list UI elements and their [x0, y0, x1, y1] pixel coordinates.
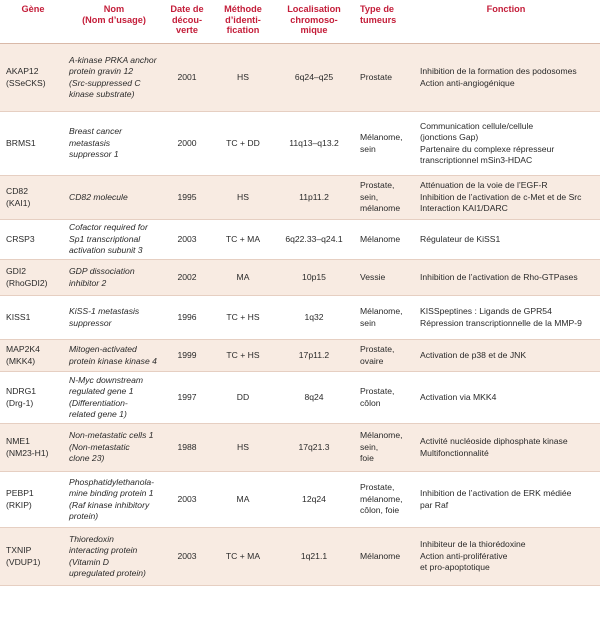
- cell-fonction: [412, 260, 600, 296]
- cell-methode: [212, 472, 274, 528]
- cell-fonction: [412, 220, 600, 260]
- table-row: [0, 260, 600, 296]
- cell-nom: [66, 528, 162, 586]
- cell-gene-line: (RhoGDI2): [6, 277, 48, 288]
- cell-nom-line: N-Myc downstream: [69, 374, 144, 385]
- header-line: Gène: [21, 4, 45, 14]
- cell-nom-line: activation subunit 3: [69, 245, 143, 256]
- cell-gene-line: KISS1: [6, 311, 31, 322]
- cell-nom-line: (Non-metastatic: [69, 441, 130, 452]
- cell-fonction-line: Inhibition de l’activation de c-Met et de Src: [420, 191, 582, 202]
- cell-localisation: [274, 44, 354, 112]
- cell-tumeurs-line: foie: [360, 453, 374, 464]
- cell-tumeurs-line: côlon: [360, 397, 381, 408]
- cell-fonction: [412, 112, 600, 176]
- cell-gene-line: PEBP1: [6, 488, 34, 498]
- cell-tumeurs-line: Mélanome,: [360, 430, 403, 441]
- cell-tumeurs-line: Prostate,: [360, 344, 395, 354]
- cell-nom-line: kinase substrate): [69, 89, 135, 99]
- cell-fonction: [412, 424, 600, 472]
- cell-methode: [212, 260, 274, 296]
- cell-methode: [212, 528, 274, 586]
- cell-gene: [0, 260, 66, 296]
- cell-fonction-line: Répression transcriptionnelle de la MMP-9: [420, 317, 582, 328]
- cell-tumeurs-line: côlon, foie: [360, 505, 400, 516]
- cell-localisation-line: 8q24: [304, 391, 324, 402]
- cell-gene-line: CRSP3: [6, 233, 35, 244]
- cell-fonction-line: Action anti-angiogénique: [420, 77, 515, 88]
- cell-gene-line: MAP2K4: [6, 344, 40, 354]
- cell-fonction: [412, 44, 600, 112]
- table-row: [0, 424, 600, 472]
- header-line: (Nom d’usage): [82, 14, 146, 25]
- cell-tumeurs: [354, 472, 412, 528]
- cell-nom-line: suppressor 1: [69, 149, 119, 160]
- cell-gene: [0, 176, 66, 220]
- cell-localisation: [274, 260, 354, 296]
- cell-nom-line: protein): [69, 511, 99, 521]
- cell-nom-line: mine binding protein 1: [69, 488, 154, 498]
- cell-gene-line: (SSeCKS): [6, 77, 46, 88]
- table-row: [0, 112, 600, 176]
- cell-nom-line: Breast cancer: [69, 126, 123, 137]
- cell-tumeurs: [354, 372, 412, 424]
- header-tumeurs: [354, 0, 412, 44]
- cell-localisation: [274, 528, 354, 586]
- cell-nom-line: clone 23): [69, 453, 105, 464]
- cell-methode-line: HS: [237, 191, 249, 202]
- cell-localisation-line: 6q24–q25: [294, 71, 334, 82]
- cell-nom: [66, 424, 162, 472]
- cell-gene-line: BRMS1: [6, 137, 36, 148]
- cell-nom-line: Sp1 transcriptional: [69, 233, 141, 244]
- header-gene: [0, 0, 66, 44]
- cell-gene-line: (RKIP): [6, 499, 32, 510]
- header-row: [0, 0, 600, 44]
- cell-nom-line: (Vitamin D: [69, 556, 109, 567]
- table-body: [0, 44, 600, 586]
- cell-fonction-line: Activité nucléoside diphosphate kinase: [420, 436, 568, 446]
- cell-nom-line: KiSS-1 metastasis: [69, 306, 140, 316]
- cell-tumeurs-line: sein,: [360, 441, 379, 452]
- cell-methode: [212, 296, 274, 340]
- cell-date: [162, 296, 212, 340]
- cell-methode-line: HS: [237, 441, 249, 452]
- cell-fonction: [412, 528, 600, 586]
- cell-date: [162, 340, 212, 372]
- cell-nom: [66, 112, 162, 176]
- cell-nom: [66, 472, 162, 528]
- cell-tumeurs-line: ovaire: [360, 355, 384, 366]
- cell-fonction-line: Action anti-proliférative: [420, 550, 508, 561]
- cell-tumeurs-line: Mélanome: [360, 550, 401, 561]
- cell-localisation: [274, 220, 354, 260]
- cell-nom-line: Non-metastatic cells 1: [69, 430, 154, 441]
- cell-methode: [212, 44, 274, 112]
- cell-nom-line: protein gravin 12: [69, 66, 134, 76]
- cell-date-line: 2003: [177, 493, 197, 504]
- cell-fonction: [412, 176, 600, 220]
- table-row: [0, 472, 600, 528]
- cell-fonction-line: Partenaire du complexe répresseur: [420, 143, 555, 154]
- cell-gene-line: CD82: [6, 186, 28, 196]
- cell-fonction-line: Inhibiteur de la thiorédoxine: [420, 539, 526, 550]
- cell-tumeurs-line: Prostate,: [360, 482, 395, 493]
- cell-gene-line: (NM23-H1): [6, 447, 49, 458]
- cell-gene: [0, 112, 66, 176]
- cell-fonction-line: transcriptionnel mSin3-HDAC: [420, 155, 533, 165]
- table-row: [0, 528, 600, 586]
- cell-date: [162, 424, 212, 472]
- cell-nom-line: metastasis: [69, 137, 111, 148]
- cell-nom-line: Cofactor required for: [69, 222, 148, 233]
- cell-nom: [66, 176, 162, 220]
- header-line: Type de: [360, 4, 395, 14]
- cell-nom-line: GDP dissociation: [69, 266, 135, 276]
- cell-nom-line: Thioredoxin: [69, 533, 114, 544]
- cell-tumeurs: [354, 260, 412, 296]
- cell-date: [162, 372, 212, 424]
- table-row: [0, 372, 600, 424]
- cell-localisation-line: 11p11.2: [299, 191, 329, 202]
- cell-tumeurs-line: mélanome: [360, 203, 401, 214]
- cell-date-line: 1997: [177, 391, 197, 402]
- cell-gene-line: AKAP12: [6, 66, 39, 76]
- cell-localisation: [274, 472, 354, 528]
- table-row: [0, 176, 600, 220]
- cell-nom-line: related gene 1): [69, 409, 127, 419]
- cell-fonction-line: Inhibition de la formation des podosomes: [420, 66, 577, 76]
- cell-fonction-line: Inhibition de l’activation de Rho-GTPases: [420, 271, 578, 282]
- cell-localisation-line: 10p15: [302, 271, 326, 282]
- cell-fonction-line: par Raf: [420, 499, 449, 510]
- table-row: [0, 220, 600, 260]
- cell-localisation: [274, 296, 354, 340]
- cell-methode-line: TC + DD: [226, 137, 260, 148]
- header-localisation: [274, 0, 354, 44]
- header-nom: [66, 0, 162, 44]
- cell-nom-line: Mitogen-activated: [69, 344, 137, 354]
- cell-fonction-line: Atténuation de la voie de l’EGF-R: [420, 180, 548, 191]
- cell-tumeurs: [354, 176, 412, 220]
- cell-fonction-line: Inhibition de l’activation de ERK médiée: [420, 488, 572, 498]
- cell-gene: [0, 372, 66, 424]
- cell-gene: [0, 220, 66, 260]
- cell-fonction-line: Communication cellule/cellule: [420, 120, 534, 131]
- cell-nom: [66, 372, 162, 424]
- cell-methode-line: TC + HS: [226, 349, 260, 360]
- cell-nom-line: regulated gene 1: [69, 386, 134, 396]
- cell-fonction-line: Interaction KAI1/DARC: [420, 203, 508, 214]
- cell-date-line: 1988: [177, 441, 197, 452]
- cell-fonction-line: (jonctions Gap): [420, 132, 479, 142]
- cell-date: [162, 220, 212, 260]
- cell-fonction: [412, 296, 600, 340]
- cell-gene: [0, 424, 66, 472]
- cell-gene-line: (VDUP1): [6, 556, 41, 567]
- cell-date: [162, 176, 212, 220]
- cell-nom-line: suppressor: [69, 317, 112, 328]
- cell-tumeurs-line: Prostate,: [360, 180, 395, 191]
- cell-tumeurs-line: Mélanome,: [360, 306, 403, 316]
- cell-date: [162, 44, 212, 112]
- cell-date-line: 1999: [177, 349, 197, 360]
- cell-tumeurs-line: Mélanome,: [360, 132, 403, 142]
- cell-date: [162, 472, 212, 528]
- cell-nom: [66, 260, 162, 296]
- cell-fonction-line: KISSpeptines : Ligands de GPR54: [420, 306, 552, 316]
- header-line: Localisation: [287, 4, 341, 14]
- cell-tumeurs: [354, 44, 412, 112]
- cell-localisation-line: 1q32: [304, 311, 324, 322]
- header-line: chromoso-: [290, 14, 338, 25]
- cell-methode: [212, 424, 274, 472]
- cell-fonction: [412, 372, 600, 424]
- cell-nom: [66, 296, 162, 340]
- cell-nom-line: inhibitor 2: [69, 277, 107, 288]
- cell-fonction-line: et pro-apoptotique: [420, 562, 490, 573]
- cell-fonction-line: Activation via MKK4: [420, 391, 497, 402]
- cell-fonction: [412, 340, 600, 372]
- cell-nom: [66, 340, 162, 372]
- cell-tumeurs-line: Mélanome: [360, 233, 401, 244]
- cell-gene: [0, 472, 66, 528]
- cell-tumeurs-line: mélanome,: [360, 493, 403, 504]
- cell-tumeurs-line: Prostate,: [360, 386, 395, 396]
- cell-localisation: [274, 424, 354, 472]
- cell-methode: [212, 220, 274, 260]
- cell-nom-line: (Src-suppressed C: [69, 77, 141, 88]
- cell-localisation: [274, 112, 354, 176]
- cell-date-line: 2000: [177, 137, 197, 148]
- cell-fonction-line: Multifonctionnalité: [420, 447, 489, 458]
- cell-tumeurs-line: sein: [360, 317, 376, 328]
- cell-tumeurs-line: Prostate: [360, 71, 393, 82]
- cell-methode-line: MA: [236, 271, 250, 282]
- cell-gene: [0, 340, 66, 372]
- cell-localisation: [274, 340, 354, 372]
- header-line: Fonction: [486, 4, 526, 14]
- cell-gene-line: TXNIP: [6, 545, 32, 555]
- table-row: [0, 296, 600, 340]
- cell-localisation-line: 11q13–q13.2: [289, 137, 339, 148]
- cell-date-line: 2001: [177, 71, 197, 82]
- cell-nom: [66, 220, 162, 260]
- cell-nom-line: Phosphatidylethanola-: [69, 476, 155, 487]
- cell-nom-line: protein kinase kinase 4: [69, 355, 157, 366]
- cell-methode: [212, 340, 274, 372]
- cell-date-line: 2003: [177, 550, 197, 561]
- cell-tumeurs: [354, 220, 412, 260]
- cell-gene-line: (MKK4): [6, 355, 36, 366]
- cell-nom: [66, 44, 162, 112]
- cell-fonction: [412, 472, 600, 528]
- header-line: verte: [176, 25, 198, 35]
- cell-methode-line: TC + MA: [225, 550, 261, 561]
- cell-gene: [0, 44, 66, 112]
- table-row: [0, 340, 600, 372]
- cell-date-line: 1995: [177, 191, 197, 202]
- cell-methode-line: MA: [236, 493, 250, 504]
- cell-gene-line: NME1: [6, 436, 30, 446]
- cell-nom-line: upregulated protein): [69, 568, 146, 578]
- cell-localisation: [274, 176, 354, 220]
- cell-methode-line: TC + MA: [225, 233, 261, 244]
- cell-localisation-line: 17q21.3: [298, 441, 330, 452]
- cell-date: [162, 260, 212, 296]
- cell-tumeurs: [354, 296, 412, 340]
- cell-date-line: 2003: [177, 233, 197, 244]
- cell-localisation-line: 1q21.1: [300, 550, 328, 561]
- cell-tumeurs: [354, 340, 412, 372]
- header-line: décou-: [171, 14, 203, 25]
- cell-methode: [212, 112, 274, 176]
- cell-localisation-line: 17p11.2: [298, 349, 330, 360]
- cell-methode: [212, 176, 274, 220]
- header-date: [162, 0, 212, 44]
- cell-tumeurs-line: sein: [360, 143, 376, 154]
- cell-date-line: 2002: [177, 271, 197, 282]
- header-line: Méthode: [224, 4, 262, 14]
- cell-methode-line: TC + HS: [226, 311, 260, 322]
- cell-fonction-line: Régulateur de KiSS1: [420, 233, 501, 244]
- cell-fonction-line: Activation de p38 et de JNK: [420, 349, 527, 360]
- header-line: mique: [300, 25, 328, 35]
- header-line: d’identi-: [225, 14, 261, 25]
- cell-gene: [0, 528, 66, 586]
- cell-localisation-line: 6q22.33–q24.1: [285, 233, 343, 244]
- cell-tumeurs-line: Vessie: [360, 271, 386, 282]
- cell-nom-line: (Raf kinase inhibitory: [69, 499, 150, 510]
- header-methode: [212, 0, 274, 44]
- cell-localisation: [274, 372, 354, 424]
- cell-gene-line: NDRG1: [6, 386, 37, 396]
- cell-date: [162, 528, 212, 586]
- cell-tumeurs: [354, 424, 412, 472]
- header-line: Nom: [103, 4, 125, 14]
- table-header: [0, 0, 600, 44]
- cell-date-line: 1996: [177, 311, 197, 322]
- table-row: [0, 44, 600, 112]
- cell-methode-line: DD: [236, 391, 250, 402]
- cell-date: [162, 112, 212, 176]
- header-line: Date de: [170, 4, 204, 14]
- header-fonction: [412, 0, 600, 44]
- cell-tumeurs-line: sein,: [360, 191, 379, 202]
- header-line: tumeurs: [360, 14, 397, 25]
- cell-gene-line: (Drg-1): [6, 397, 34, 408]
- cell-tumeurs: [354, 112, 412, 176]
- cell-localisation-line: 12q24: [302, 493, 326, 504]
- cell-nom-line: CD82 molecule: [69, 191, 128, 202]
- cell-nom-line: A-kinase PRKA anchor: [69, 54, 157, 65]
- cell-methode: [212, 372, 274, 424]
- cell-gene-line: (KAI1): [6, 197, 31, 208]
- header-line: fication: [226, 25, 260, 35]
- cell-tumeurs: [354, 528, 412, 586]
- cell-gene: [0, 296, 66, 340]
- cell-gene-line: GDI2: [6, 266, 27, 276]
- cell-nom-line: interacting protein: [69, 545, 138, 555]
- cell-nom-line: (Differentiation-: [69, 397, 128, 408]
- cell-methode-line: HS: [237, 71, 249, 82]
